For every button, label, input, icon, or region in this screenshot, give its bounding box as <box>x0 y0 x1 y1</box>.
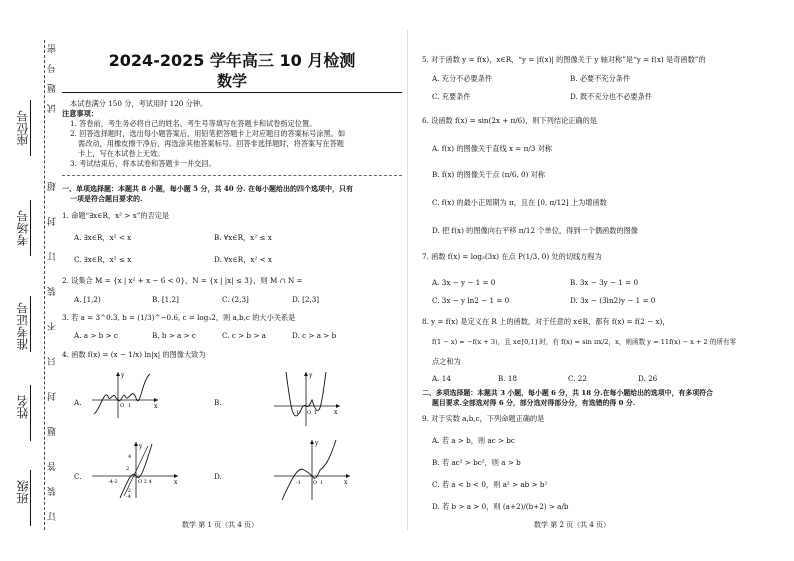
svg-text:O 2 4: O 2 4 <box>138 479 152 485</box>
q1-option-b: B. ∀x∈R，x² ≤ x <box>214 233 272 242</box>
svg-text:x: x <box>174 479 178 486</box>
svg-text:y: y <box>121 372 125 379</box>
svg-text:4: 4 <box>128 454 132 460</box>
q6-option-c: C. f(x) 的最小正周期为 π，且在 [0, π/12] 上为增函数 <box>432 198 607 207</box>
binding-mark: 号 <box>48 62 58 73</box>
svg-text:O: O <box>307 410 312 416</box>
binding-mark: 封 <box>48 215 58 226</box>
notice-item: 需改动，用橡皮擦干净后，再选涂其他答案标号。回答非选择题时，将答案写在答题 <box>78 139 344 148</box>
q7-stem: 7. 函数 f(x) = log₂(3x) 在点 P(1/3, 0) 处的切线方程为 <box>422 252 602 261</box>
section-one-heading: 一、单项选择题：本题共 8 小题，每小题 5 分，共 40 分. 在每小题给出的四个选项中，只有 <box>62 184 353 193</box>
svg-text:-4: -4 <box>126 494 131 500</box>
q5-stem: 5. 对于函数 y = f(x)，x∈R，“y = |f(x)| 的图像关于 y 轴对称”是“y = f(x) 是奇函数”的 <box>422 55 706 64</box>
section-two-heading-cont: 题目要求.全部选对得 6 分，部分选对得部分分，有选错的得 0 分. <box>432 399 636 407</box>
q2-option-c: C. (2,3] <box>222 295 249 304</box>
binding-mark: 不 <box>48 320 58 331</box>
page-footer-left: 数学 第 1 页（共 4 页） <box>182 521 259 529</box>
q6-option-b: B. f(x) 的图像关于点 (π/6, 0) 对称 <box>432 170 545 179</box>
notice-item: 1. 答卷前，考生务必将自己的姓名、考生号等填写在答题卡和试卷指定位置。 <box>70 119 317 128</box>
q1-stem: 1. 命题“∃x∈R，x² > x”的否定是 <box>62 211 170 220</box>
svg-text:x: x <box>154 403 158 410</box>
q6-option-a: A. f(x) 的图像关于直线 x = π/3 对称 <box>432 144 552 153</box>
q3-stem: 3. 若 a = 3^0.3, b = (1/3)^−0.6, c = log₃2，则 a,b,c 的大小关系是 <box>62 313 296 322</box>
q5-option-c: C. 充要条件 <box>432 92 471 101</box>
exam-room-line <box>30 200 31 256</box>
class-line <box>30 470 31 526</box>
q7-option-a: A. 3x − y − 1 = 0 <box>432 278 496 287</box>
seat-number-label: 座位号 <box>16 110 30 146</box>
exam-room-label: 考场号 <box>16 210 30 246</box>
q7-option-d: D. 3x − (3ln2)y − 1 = 0 <box>570 296 656 305</box>
svg-text:1: 1 <box>320 480 324 486</box>
q3-option-c: C. c > b > a <box>222 331 266 340</box>
page-footer-right: 数学 第 2 页（共 4 页） <box>534 521 611 529</box>
binding-mark: 答 <box>48 460 58 471</box>
q8-option-d: D. 26 <box>638 374 658 383</box>
q9-stem: 9. 对于实数 a,b,c，下列命题正确的是 <box>422 414 545 423</box>
name-line <box>30 385 31 441</box>
admission-number-line <box>30 296 31 352</box>
binding-mark: 题 <box>48 82 58 93</box>
notice-divider <box>62 175 402 176</box>
svg-text:y: y <box>309 372 313 379</box>
q4-stem: 4. 函数 f(x) = (x − 1/x) ln|x| 的图像大致为 <box>62 350 206 359</box>
exam-info: 本试卷满分 150 分，考试用时 120 分钟。 <box>70 99 208 108</box>
q2-stem: 2. 设集合 M = {x | x² + x − 6 < 0}，N = {x | |x| ≤ 3}，则 M ∩ N = <box>62 276 303 285</box>
name-label: 姓名 <box>16 395 30 419</box>
notice-heading: 注意事项： <box>62 109 98 118</box>
svg-text:O: O <box>313 480 318 486</box>
binding-mark: 装 <box>48 485 58 496</box>
q8-option-c: C. 22 <box>568 374 587 383</box>
q4-option-b: B. <box>214 398 222 407</box>
binding-mark: 封 <box>48 390 58 401</box>
q9-option-d: D. 若 b > a > 0，则 (a+2)/(b+2) > a/b <box>432 502 569 511</box>
binding-mark: 装 <box>48 285 58 296</box>
header-divider <box>62 92 402 93</box>
svg-text:-2: -2 <box>126 488 131 494</box>
q4-option-a: A. <box>74 398 82 407</box>
q7-option-b: B. 3x − 3y − 1 = 0 <box>570 278 639 287</box>
svg-text:x: x <box>334 409 338 416</box>
q4-graph-b <box>272 370 342 428</box>
q3-option-b: B. b > a > c <box>152 331 196 340</box>
svg-text:y: y <box>139 443 143 450</box>
q9-option-a: A. 若 a > b，则 ac > bc <box>432 436 515 445</box>
svg-text:2: 2 <box>126 466 130 472</box>
svg-text:-1: -1 <box>296 480 301 486</box>
binding-mark: 订 <box>48 250 58 261</box>
notice-item: 2. 回答选择题时，选出每小题答案后，用铅笔把答题卡上对应题目的答案标号涂黑。如 <box>70 129 346 138</box>
svg-text:1: 1 <box>128 403 132 409</box>
q6-stem: 6. 设函数 f(x) = sin(2x + π/6)，则下列结论正确的是 <box>422 116 597 125</box>
svg-text:x: x <box>344 479 348 486</box>
admission-number-label: 准考证号 <box>16 302 30 350</box>
binding-dashed-line <box>44 40 45 530</box>
q4-graph-a <box>90 370 160 420</box>
svg-text:-4-2: -4-2 <box>108 479 118 485</box>
section-two-heading: 二、多项选择题：本题共 3 小题，每小题 6 分，共 18 分.在每小题给出的选项中，有多项符合 <box>422 389 713 397</box>
q3-option-a: A. a > b > c <box>74 331 118 340</box>
q4-option-c: C. <box>74 472 82 481</box>
svg-text:-1: -1 <box>294 410 299 416</box>
column-divider <box>407 30 408 530</box>
notice-item: 卡上，写在本试卷上无效。 <box>78 149 165 158</box>
svg-text:1: 1 <box>314 410 318 416</box>
q2-option-b: B. [1,2] <box>152 295 179 304</box>
q2-option-d: D. [2,3] <box>292 295 320 304</box>
exam-subject: 数学 <box>216 72 247 90</box>
svg-text:y: y <box>315 440 319 447</box>
binding-mark: 只 <box>48 355 58 366</box>
q7-option-c: C. 3x − y ln2 − 1 = 0 <box>432 296 510 305</box>
q3-option-d: D. c > a > b <box>292 331 337 340</box>
exam-title: 2024-2025 学年高三 10 月检测 <box>108 51 356 70</box>
class-label: 班级 <box>16 480 30 504</box>
q1-option-c: C. ∃x∈R，x² ≤ x <box>74 255 132 264</box>
q5-option-b: B. 必要不充分条件 <box>570 74 631 83</box>
notice-item: 3. 考试结束后，将本试卷和答题卡一并交回。 <box>70 159 216 168</box>
section-one-heading-cont: 一项是符合题目要求的. <box>70 194 143 203</box>
q9-option-b: B. 若 ac² > bc²，则 a > b <box>432 458 521 467</box>
q8-stem-line3: 点之和为 <box>432 357 461 366</box>
q8-option-b: B. 18 <box>498 374 517 383</box>
q1-option-d: D. ∀x∈R，x² < x <box>214 255 272 264</box>
q8-stem-line2: f(1 − x) = −f(x + 3)，且 x∈[0,1] 时，有 f(x) = sin πx/2，x，则函数 y = 11f(x) − x + 2 的所有零 <box>432 338 737 346</box>
q6-option-d: D. 把 f(x) 的图像向右平移 π/12 个单位，得到一个偶函数的图像 <box>432 226 638 235</box>
q4-graph-c <box>90 440 180 500</box>
q2-option-a: A. [1,2) <box>74 295 101 304</box>
q8-option-a: A. 14 <box>432 374 451 383</box>
q1-option-a: A. ∃x∈R，x² < x <box>74 233 132 242</box>
q8-stem-line1: 8. y = f(x) 是定义在 R 上的函数，对于任意的 x∈R，都有 f(x) = f(2 − x)， <box>422 317 670 326</box>
q9-option-c: C. 若 a < b < 0，则 a² > ab > b² <box>432 480 548 489</box>
binding-mark: 试 <box>48 102 58 113</box>
q4-graph-d <box>272 438 352 502</box>
svg-text:O: O <box>120 403 125 409</box>
binding-mark: 超 <box>48 180 58 191</box>
binding-mark: 题 <box>48 425 58 436</box>
q5-option-a: A. 充分不必要条件 <box>432 74 493 83</box>
binding-mark: 订 <box>48 510 58 521</box>
q4-option-d: D. <box>214 472 222 481</box>
q5-option-d: D. 既不充分也不必要条件 <box>570 92 652 101</box>
seat-number-line <box>30 100 31 156</box>
binding-strip <box>0 40 58 530</box>
binding-mark: 密 <box>48 42 58 53</box>
